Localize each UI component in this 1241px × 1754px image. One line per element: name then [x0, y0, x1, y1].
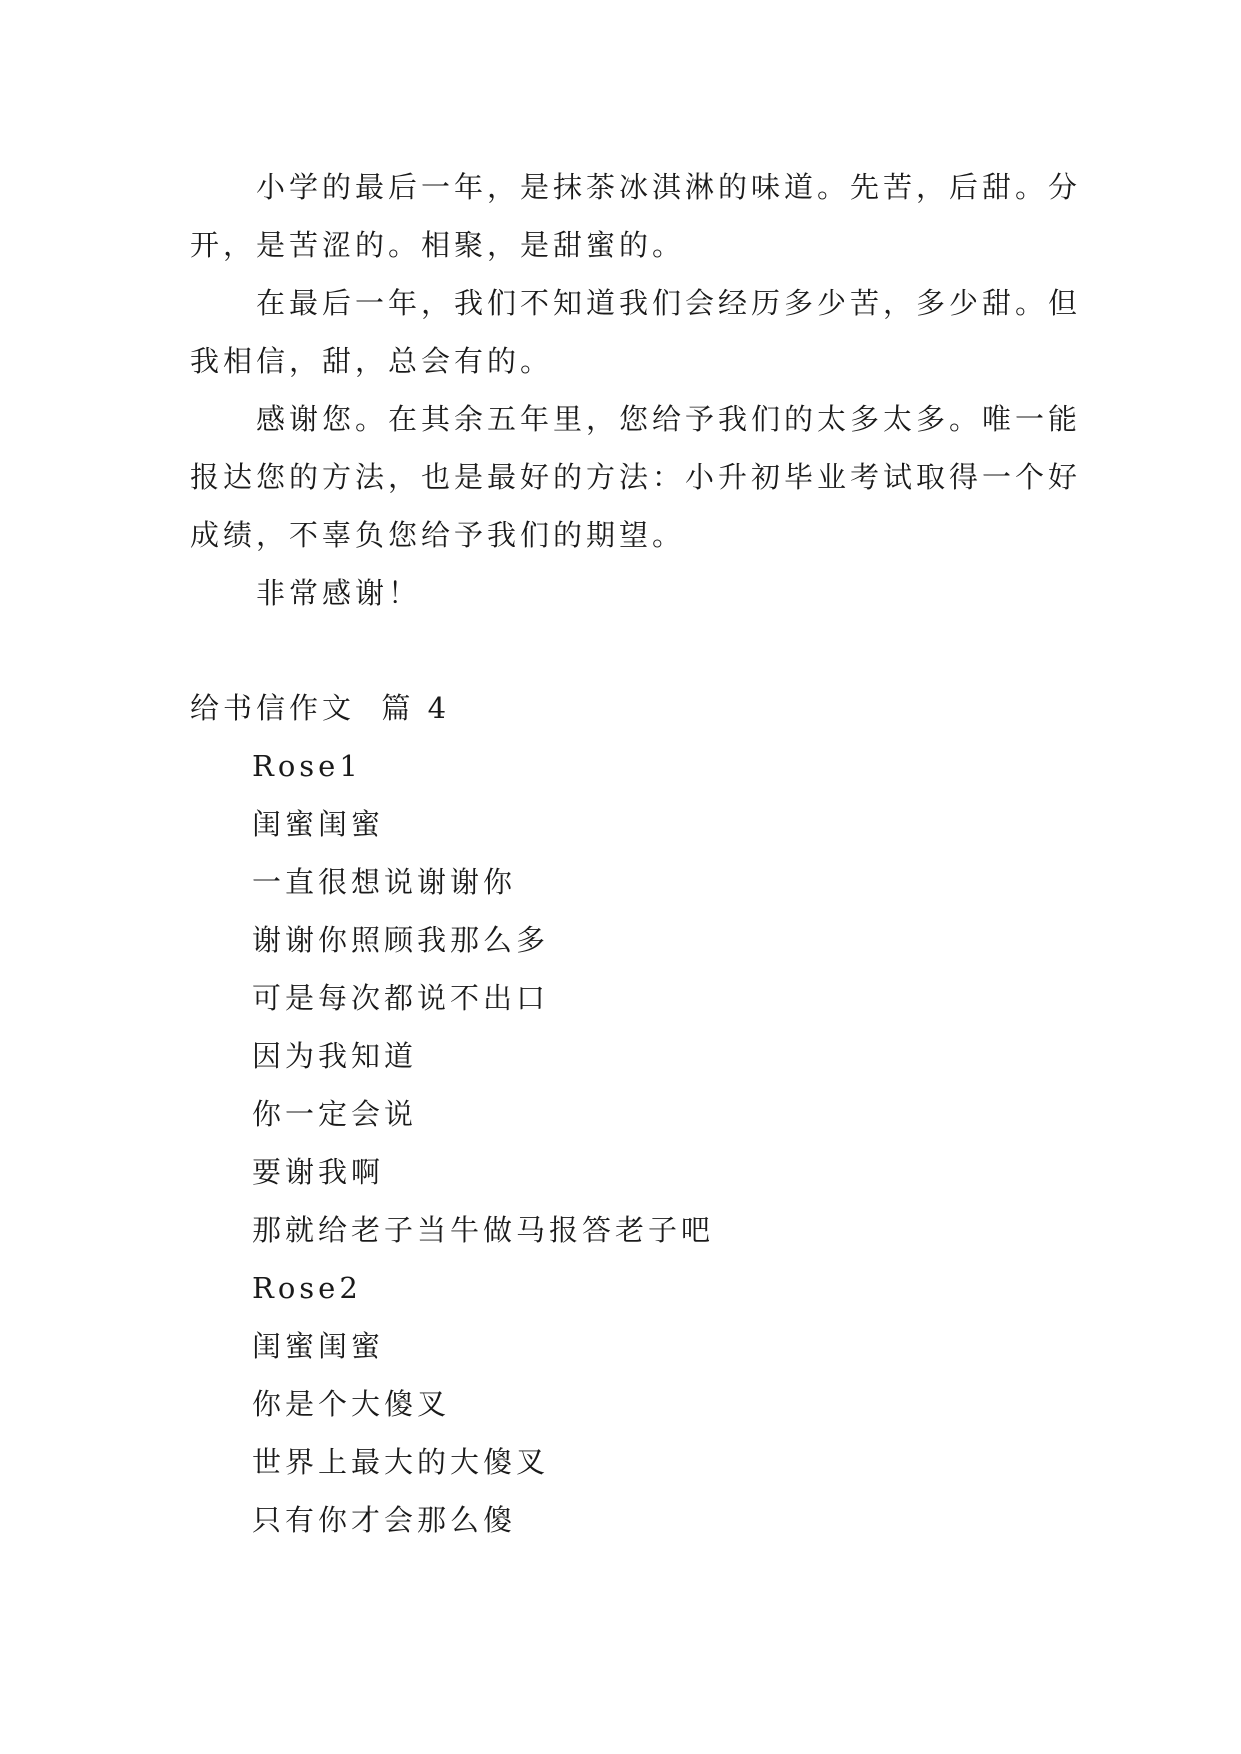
paragraph: 在最后一年，我们不知道我们会经历多少苦，多少甜。但我相信，甜，总会有的。 — [190, 286, 1082, 378]
paragraph: 非常感谢！ — [256, 576, 422, 610]
paragraph: 小学的最后一年，是抹茶冰淇淋的味道。先苦，后甜。分开，是苦涩的。相聚，是甜蜜的。 — [190, 170, 1082, 262]
poem-line: 世界上最大的大傻叉 — [252, 1445, 550, 1479]
poem-line: Rose1 — [252, 749, 362, 783]
poem-line: 谢谢你照顾我那么多 — [252, 923, 550, 957]
poem-line: 你是个大傻叉 — [252, 1387, 451, 1421]
poem-line: 闺蜜闺蜜 — [252, 1329, 385, 1363]
poem-line: 一直很想说谢谢你 — [252, 865, 517, 899]
poem-line: 闺蜜闺蜜 — [252, 807, 385, 841]
poem-line: 因为我知道 — [252, 1039, 418, 1073]
poem-line: 你一定会说 — [252, 1097, 418, 1131]
poem-line: 可是每次都说不出口 — [252, 981, 550, 1015]
section-heading: 给书信作文 篇 4 — [190, 691, 451, 725]
document-body — [190, 158, 1090, 1549]
poem-line: 要谢我啊 — [252, 1155, 385, 1189]
paragraph: 感谢您。在其余五年里，您给予我们的太多太多。唯一能报达您的方法，也是最好的方法：小升初毕业考试取得一个好成绩，不辜负您给予我们的期望。 — [190, 402, 1082, 552]
poem-line: Rose2 — [252, 1271, 362, 1305]
poem-line: 那就给老子当牛做马报答老子吧 — [252, 1213, 715, 1247]
poem-line: 只有你才会那么傻 — [252, 1503, 517, 1537]
